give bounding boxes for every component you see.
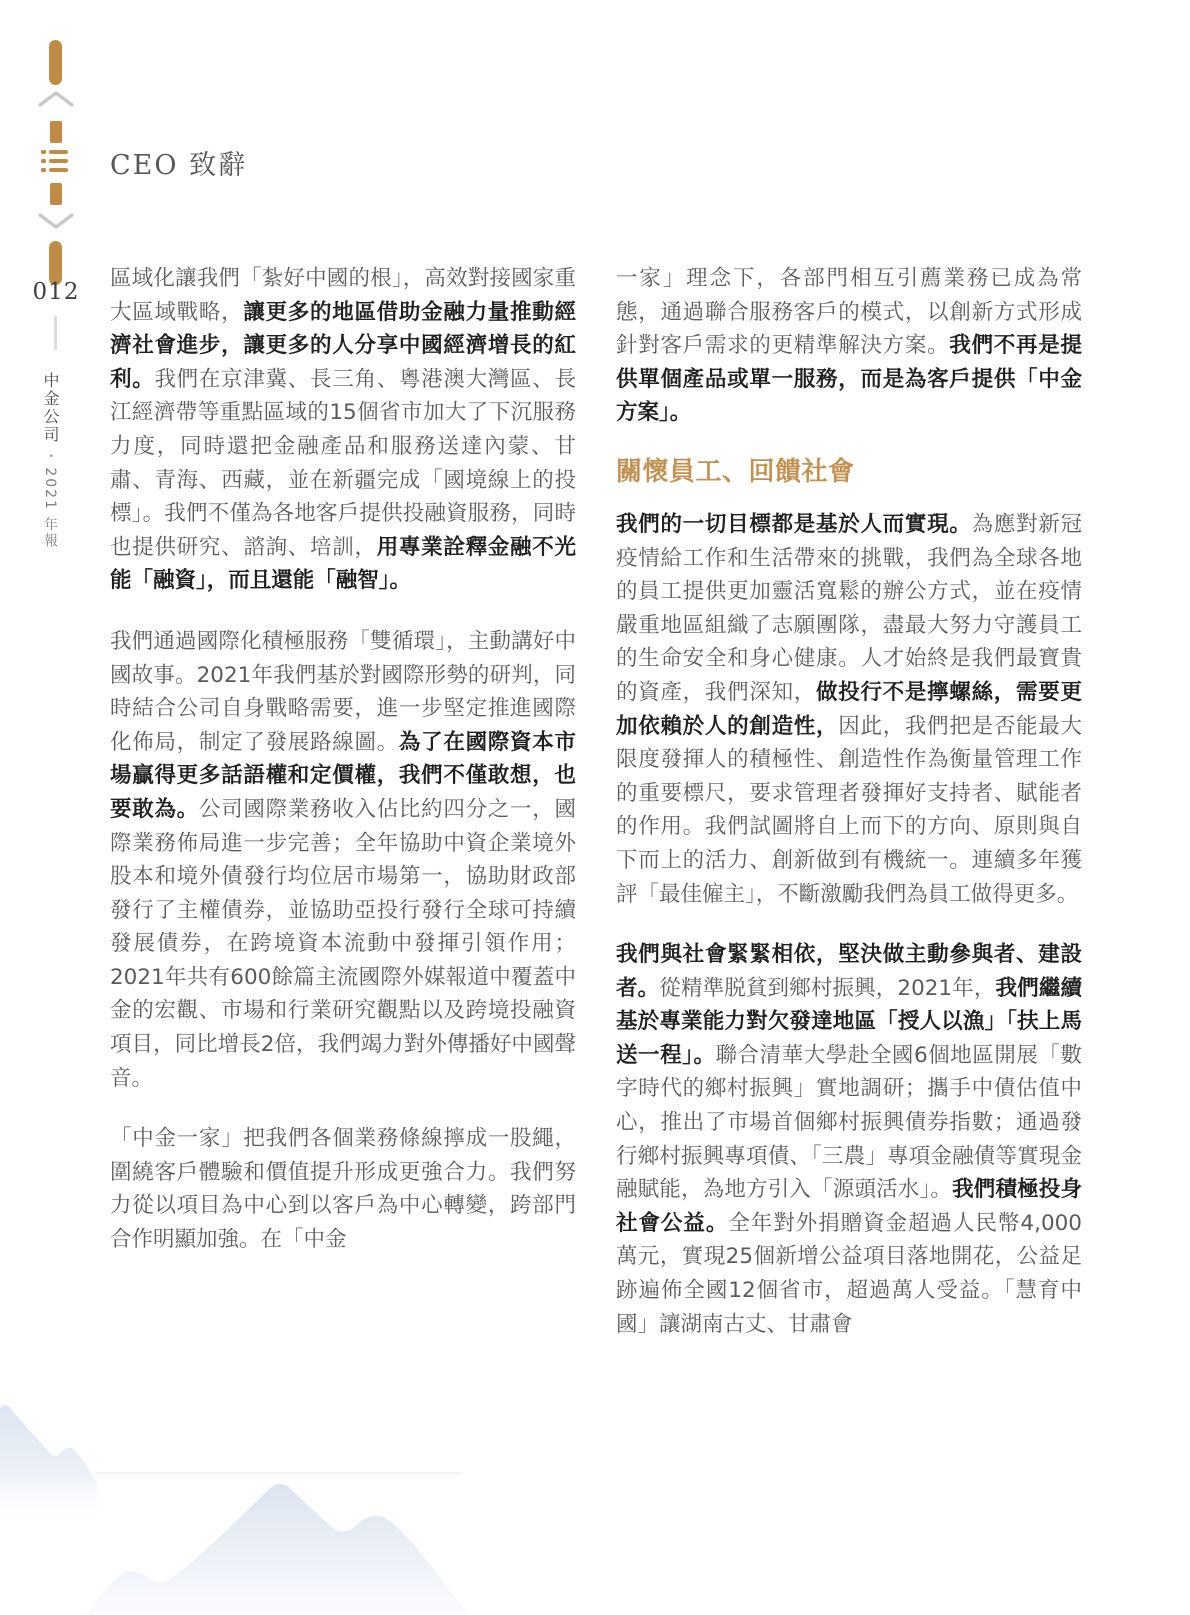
emphasis-text-run: 我們不再是提供單個產品或單一服務，而是為客戶提供「中金方案」。: [616, 333, 1082, 426]
emphasis-text-run: 我們繼續基於專業能力對欠發達地區「授人以漁」「扶上馬送一程」。: [616, 975, 1082, 1068]
text-run: 區域化讓我們「紮好中國的根」，高效對接國家重大區域戰略，: [110, 266, 576, 325]
page-title: CEO 致辭: [110, 150, 248, 181]
text-run: 全年對外捐贈資金超過人民幣4,000萬元，實現25個新增公益項目落地開花，公益足跡遍佈全國12個省市，超過萬人受益。「慧育中國」讓湖南古丈、甘肅會: [616, 1210, 1082, 1337]
text-run: 因此，我們把是否能最大限度發揮人的積極性、創造性作為衡量管理工作的重要標尺，要求管理者發揮好支持者、賦能者的作用。我們試圖將自上而下的方向、原則與自下而上的活力、創新做到有機統一。連續多年獲評「最佳僱主」，不斷激勵我們為員工做得更多。: [616, 713, 1082, 907]
paragraph: [110, 1122, 576, 1256]
toc-row: [41, 150, 71, 154]
toc-row: [41, 159, 71, 163]
toc-line: [49, 168, 68, 172]
paragraph: [616, 262, 1082, 430]
toc-bullet: [41, 159, 46, 163]
page-number-divider: [54, 316, 57, 350]
right-column: [616, 262, 1082, 1368]
toc-list-icon[interactable]: [41, 150, 71, 172]
paragraph: [616, 508, 1082, 911]
section-tick-top: [50, 121, 62, 143]
accent-bar-top: [49, 40, 62, 85]
text-run: 公司國際業務收入佔比約四分之一，國際業務佈局進一步完善；全年協助中資企業境外股本和境外債發行均位居市場第一，協助財政部發行了主權債券，並協助亞投行發行全球可持續發展債券，在跨境資本流動中發揮引領作用；2021年共有600餘篇主流國際外媒報道中覆蓋中金的宏觀、市場和行業研究觀點以及跨境投融資項目，同比增長2倍，我們竭力對外傳播好中國聲音。: [110, 796, 576, 1091]
emphasis-text-run: 用專業詮釋金融不光能「融資」，而且還能「融智」。: [110, 534, 576, 594]
toc-row: [41, 168, 71, 172]
emphasis-text-run: 我們與社會緊緊相依，堅決做主動參與者、建設者。: [616, 942, 1082, 1001]
text-run: 我們通過國際化積極服務「雙循環」，主動講好中國故事。2021年我們基於對國際形勢的研判，同時結合公司自身戰略需要，進一步堅定推進國際化佈局，制定了發展路線圖。: [110, 628, 576, 755]
text-run: 從精準脱貧到鄉村振興，2021年，: [659, 975, 996, 1001]
text-run: 「中金一家」把我們各個業務條線擰成一股繩，圍繞客戶體驗和價值提升形成更強合力。我們努力從以項目為中心到以客戶為中心轉變，跨部門合作明顯加強。在「中金: [110, 1126, 576, 1253]
toc-line: [49, 150, 68, 154]
section-heading: 關懷員工、回饋社會: [616, 456, 855, 487]
emphasis-text-run: 做投行不是擰螺絲，需要更加依賴於人的創造性，: [616, 679, 1082, 739]
emphasis-text-run: 我們積極投身社會公益。: [616, 1177, 1082, 1236]
toc-bullet: [41, 150, 46, 154]
emphasis-text-run: 為了在國際資本市場贏得更多話語權和定價權，我們不僅敢想，也要敢為。: [110, 729, 576, 822]
spine-text: [39, 372, 62, 612]
spine-separator-dot: •: [45, 453, 55, 459]
spine-edition: 2021 年報: [42, 467, 58, 550]
chevron-down-icon[interactable]: [37, 212, 75, 230]
emphasis-text-run: 讓更多的地區借助金融力量推動經濟社會進步，讓更多的人分享中國經濟增長的紅利。: [110, 299, 576, 392]
paragraph: [110, 262, 576, 598]
page-number: 012: [32, 279, 80, 305]
paragraph: [616, 938, 1082, 1341]
text-run: 聯合清華大學赴全國6個地區開展「數字時代的鄉村振興」實地調研；攜手中債估值中心，推出了市場首個鄉村振興債券指數；通過發行鄉村振興專項債、「三農」專項金融債等實現金融賦能，為地方引入「源頭活水」。: [616, 1042, 1082, 1203]
small-peak: [0, 1405, 97, 1528]
mountain-range: [86, 1484, 468, 1615]
content-columns: [110, 262, 1082, 1368]
mountain-watermark: [0, 1343, 560, 1615]
spine-brand: 中金公司: [41, 372, 60, 444]
chevron-up-icon[interactable]: [37, 90, 75, 108]
emphasis-text-run: 我們的一切目標都是基於人而實現。: [616, 511, 972, 537]
toc-bullet: [41, 168, 46, 172]
toc-line: [49, 159, 68, 163]
paragraph: [110, 625, 576, 1095]
text-run: 我們在京津冀、長三角、粵港澳大灣區、長江經濟帶等重點區域的15個省市加大了下沉服務力度，同時還把金融產品和服務送達內蒙、甘肅、青海、西藏，並在新疆完成「國境線上的投標」。我們不僅為各地客戶提供投融資服務，同時也提供研究、諮詢、培訓，: [110, 366, 576, 560]
text-run: 為應對新冠疫情給工作和生活帶來的挑戰，我們為全球各地的員工提供更加靈活寬鬆的辦公方式，並在疫情嚴重地區組織了志願團隊，盡最大努力守護員工的生命安全和身心健康。人才始終是我們最寶貴的資產，我們深知，: [616, 511, 1082, 705]
left-column: [110, 262, 576, 1368]
text-run: 一家」理念下，各部門相互引薦業務已成為常態，通過聯合服務客戶的模式，以創新方式形成針對客戶需求的更精準解決方案。: [616, 266, 1082, 359]
section-tick-bottom: [50, 183, 62, 205]
